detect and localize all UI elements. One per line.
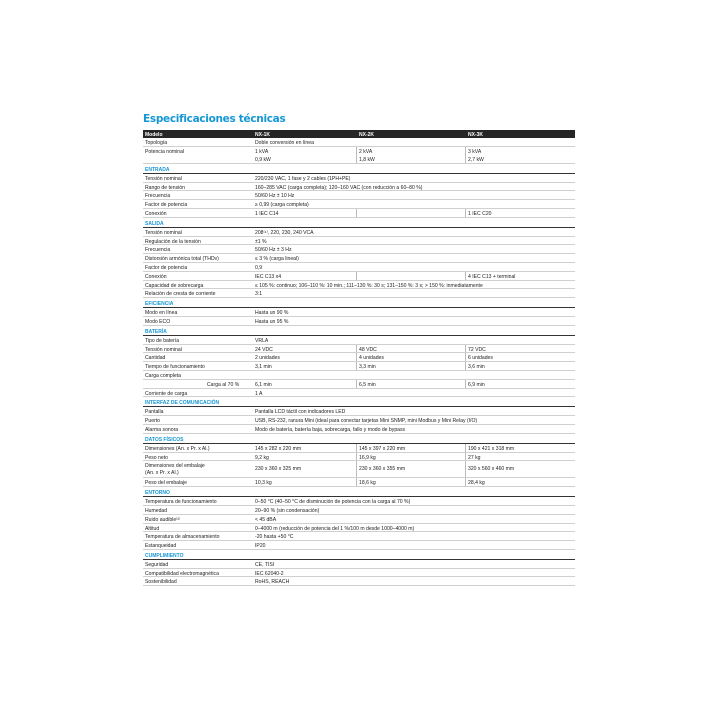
column-divider [465, 380, 466, 388]
cell-value: 4 IEC C13 + terminal [468, 273, 516, 280]
column-divider [356, 380, 357, 388]
table-row [143, 506, 575, 515]
table-row [143, 317, 575, 326]
column-divider [465, 362, 466, 370]
table-row [143, 209, 575, 218]
row-label: Modo en línea [145, 310, 178, 317]
row-label: Relación de cresta de corriente [145, 291, 216, 298]
section-title: CUMPLIMIENTO [145, 552, 184, 559]
column-divider [356, 461, 357, 477]
row-label: Regulación de la tensión [145, 238, 201, 245]
column-divider [465, 147, 466, 163]
column-divider [465, 461, 466, 477]
table-row [143, 425, 575, 434]
column-header-nx-1k: NX-1K [255, 131, 271, 138]
table-row [143, 560, 575, 569]
table-row [143, 183, 575, 192]
section-title: BATERÍA [145, 328, 167, 335]
table-row [143, 353, 575, 362]
row-label: Temperatura de almacenamiento [145, 534, 220, 541]
table-row [143, 362, 575, 371]
table-row [143, 138, 575, 147]
cell-value: IEC C13 x4 [255, 273, 282, 280]
cell-value-secondary: 2,7 kW [468, 156, 484, 163]
cell-value: 2 kVA [359, 148, 373, 155]
cell-value: ±1 % [255, 238, 267, 245]
table-row [143, 237, 575, 246]
cell-value: Hasta un 90 % [255, 310, 289, 317]
column-divider [465, 444, 466, 452]
row-label: Compatibilidad electromagnética [145, 570, 219, 577]
row-label: Tensión nominal [145, 346, 182, 353]
table-row [143, 263, 575, 272]
cell-value: 230 x 360 x 325 mm [255, 466, 302, 473]
table-row [143, 245, 575, 254]
column-divider [356, 209, 357, 217]
cell-value: 10,3 kg [255, 480, 272, 487]
row-label: Topología [145, 140, 168, 146]
column-header-nx-2k: NX-2K [359, 131, 375, 138]
table-row [143, 515, 575, 524]
spec-sheet [143, 112, 575, 586]
column-divider [465, 345, 466, 353]
cell-value: 27 kg [468, 454, 481, 461]
cell-value: 72 VDC [468, 346, 486, 353]
section-header [143, 165, 575, 174]
cell-value: ≤ 3 % (carga lineal) [255, 256, 299, 263]
cell-value: 0,9 [255, 264, 263, 271]
cell-value: 3:1 [255, 291, 263, 298]
column-divider [465, 453, 466, 461]
row-label: Potencia nominal [145, 148, 185, 155]
cell-value: 50/60 Hz ± 10 Hz [255, 193, 295, 200]
section-header [143, 219, 575, 228]
section-header [143, 435, 575, 444]
table-row [143, 191, 575, 200]
section-title: INTERFAZ DE COMUNICACIÓN [145, 400, 220, 407]
column-divider [465, 478, 466, 486]
section-title: ENTORNO [145, 490, 170, 497]
row-label: Tiempo de funcionamiento [145, 364, 205, 371]
table-row [143, 407, 575, 416]
table-row [143, 380, 575, 389]
cell-value: 6,1 min [255, 381, 272, 388]
cell-value: 24 VDC [255, 346, 273, 353]
row-label: Pantalla [145, 409, 164, 416]
cell-value: ≥ 0,99 (carga completa) [255, 202, 309, 209]
row-label: Tensión nominal [145, 229, 182, 236]
row-label: Tensión nominal [145, 175, 182, 182]
table-row [143, 228, 575, 237]
row-label: Peso del embalaje [145, 480, 187, 487]
cell-value: VRLA [255, 337, 269, 344]
table-row [143, 289, 575, 298]
column-divider [356, 453, 357, 461]
cell-value: 28,4 kg [468, 480, 485, 487]
row-label: Temperatura de funcionamiento [145, 499, 217, 506]
cell-value: 190 x 421 x 318 mm [468, 445, 515, 452]
cell-value: 20–90 % (sin condensación) [255, 507, 320, 514]
cell-value: -20 hasta +50 °C [255, 534, 294, 541]
table-row [143, 336, 575, 345]
section-title: ENTRADA [145, 166, 170, 173]
table-row [143, 461, 575, 478]
cell-value: 220/230 VAC, 1 fase y 2 cables (1PH+PE) [255, 175, 351, 182]
table-row [143, 200, 575, 209]
cell-value: 16,9 kg [359, 454, 376, 461]
row-label: Frecuencia [145, 247, 171, 254]
table-row [143, 147, 575, 164]
cell-value: 1 IEC C14 [255, 210, 279, 217]
row-label: Factor de potencia [145, 202, 188, 209]
row-label: Peso neto [145, 454, 168, 461]
cell-value: Doble conversión en línea [255, 140, 314, 146]
column-divider [465, 353, 466, 361]
cell-value: 2 unidades [255, 355, 280, 362]
row-label: Alarma sonora [145, 426, 179, 433]
cell-value: 18,6 kg [359, 480, 376, 487]
row-label: Humedad [145, 507, 168, 514]
section-header [143, 551, 575, 560]
section-header [143, 489, 575, 498]
table-row [143, 532, 575, 541]
cell-value: 50/60 Hz ± 3 Hz [255, 247, 292, 254]
cell-value: < 45 dBA [255, 516, 277, 523]
row-label: Altitud [145, 525, 160, 532]
row-label: Estanqueidad [145, 543, 177, 550]
cell-value: RoHS, REACH [255, 579, 290, 586]
table-row [143, 524, 575, 533]
row-label: Carga completa [145, 372, 181, 379]
cell-value: 320 x 560 x 460 mm [468, 466, 515, 473]
cell-value-secondary: 0,9 kW [255, 156, 271, 163]
cell-value: 145 x 397 x 220 mm [359, 445, 406, 452]
column-divider [356, 478, 357, 486]
table-row [143, 453, 575, 462]
column-divider [356, 147, 357, 163]
row-label: Conexión [145, 273, 167, 280]
section-header [143, 327, 575, 336]
column-divider [356, 345, 357, 353]
column-divider [465, 272, 466, 280]
column-divider [465, 209, 466, 217]
table-row [143, 174, 575, 183]
row-label: Factor de potencia [145, 264, 188, 271]
section-title: SALIDA [145, 220, 164, 227]
row-label: Dimensiones del embalaje [145, 463, 205, 470]
section-title: DATOS FÍSICOS [145, 436, 184, 443]
table-row [143, 308, 575, 317]
section-title: EFICIENCIA [145, 301, 174, 308]
page-title: Especificaciones técnicas [143, 113, 286, 125]
cell-value: 208⁽¹⁾, 220, 230, 240 VCA [255, 229, 314, 236]
cell-value: IEC 62040-2 [255, 570, 284, 577]
column-divider [356, 272, 357, 280]
cell-value: 4 unidades [359, 355, 384, 362]
row-label: Carga al 70 % [207, 381, 240, 388]
table-row [143, 541, 575, 550]
table-row [143, 478, 575, 487]
row-label: Ruido audible⁽²⁾ [145, 516, 181, 523]
cell-value-secondary: 1,8 kW [359, 156, 375, 163]
cell-value: 1 kVA [255, 148, 269, 155]
cell-value: 1 A [255, 390, 263, 397]
cell-value: 6,9 min [468, 381, 485, 388]
column-header-model: Modelo [145, 131, 163, 138]
row-label: Sostenibilidad [145, 579, 177, 586]
cell-value: CE, TISI [255, 561, 275, 568]
section-header [143, 399, 575, 408]
row-label: Frecuencia [145, 193, 171, 200]
cell-value: 160–285 VAC (carga completa); 120–160 VAC (con reducción a 60–80 %) [255, 184, 423, 191]
cell-value: 0–4000 m (reducción de potencia del 1 %/100 m desde 1000–4000 m) [255, 525, 415, 532]
column-divider [356, 353, 357, 361]
cell-value: Pantalla LCD táctil con indicadores LED [255, 409, 346, 416]
section-header [143, 300, 575, 309]
cell-value: 3,1 min [255, 364, 272, 371]
row-label-line2: (An. x Pr. x Al.) [145, 470, 179, 477]
table-row [143, 569, 575, 578]
row-label: Conexión [145, 210, 167, 217]
cell-value: ≤ 105 %: continuo; 106–110 %: 10 min.; 111–130 %: 30 s; 131–150 %: 3 s; > 150 %: inmediatamente [255, 282, 483, 289]
cell-value: 3,3 min [359, 364, 376, 371]
cell-value: USB, RS-232, ranura Mini (ideal para conectar tarjetas Mini SNMP, mini Modbus y Mini Relay (I/O) [255, 418, 478, 425]
table-row [143, 371, 575, 380]
cell-value: IP20 [255, 543, 266, 550]
row-label: Corriente de carga [145, 390, 188, 397]
table-row [143, 254, 575, 263]
row-label: Rango de tensión [145, 184, 185, 191]
cell-value: 230 x 360 x 355 mm [359, 466, 406, 473]
cell-value: Modo de batería, batería baja, sobrecarga, fallo y modo de bypass [255, 426, 406, 433]
spec-table-body [143, 138, 575, 586]
row-label: Capacidad de sobrecarga [145, 282, 204, 289]
column-divider [356, 362, 357, 370]
table-row [143, 497, 575, 506]
table-row [143, 444, 575, 453]
table-row [143, 345, 575, 354]
cell-value: 9,2 kg [255, 454, 269, 461]
column-header-nx-3k: NX-3K [468, 131, 484, 138]
cell-value: 3,6 min [468, 364, 485, 371]
column-divider [356, 444, 357, 452]
cell-value: Hasta un 95 % [255, 318, 289, 325]
cell-value: 145 x 282 x 220 mm [255, 445, 302, 452]
row-label: Seguridad [145, 561, 169, 568]
cell-value: 6,5 min [359, 381, 376, 388]
table-row [143, 389, 575, 398]
row-label: Tipo de batería [145, 337, 180, 344]
row-label: Distorsión armónica total (THDv) [145, 256, 219, 263]
cell-value: 0–50 °C (40–50 °C de disminución de potencia con la carga al 70 %) [255, 499, 411, 506]
row-label: Puerto [145, 418, 161, 425]
table-header [143, 130, 575, 138]
table-row [143, 416, 575, 425]
table-row [143, 281, 575, 290]
row-label: Modo ECO [145, 318, 171, 325]
cell-value: 3 kVA [468, 148, 482, 155]
table-row [143, 272, 575, 281]
cell-value: 48 VDC [359, 346, 377, 353]
cell-value: 1 IEC C20 [468, 210, 492, 217]
table-row [143, 577, 575, 586]
cell-value: 6 unidades [468, 355, 493, 362]
row-label: Dimensiones (An. x Pr. x Al.) [145, 445, 210, 452]
row-label: Cantidad [145, 355, 166, 362]
